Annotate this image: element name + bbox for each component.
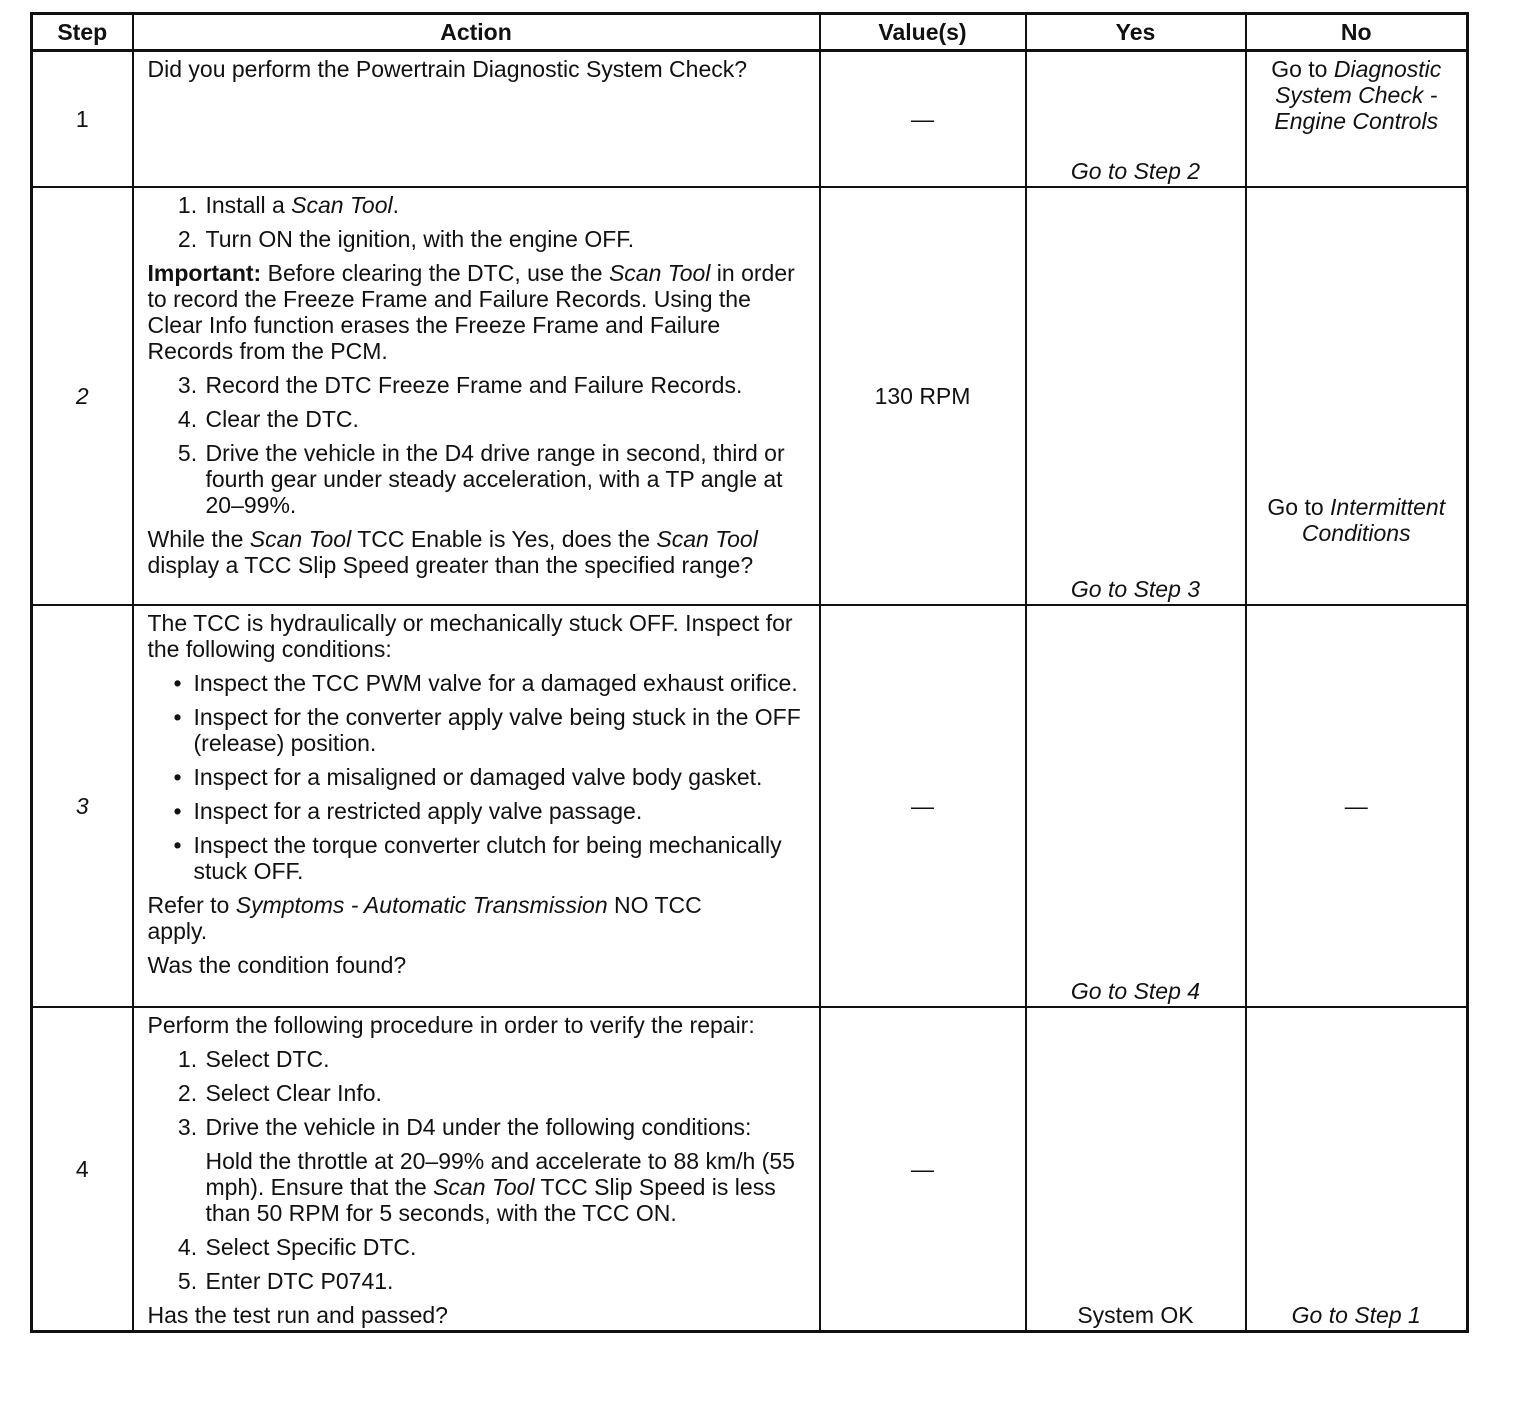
inspection-item: • Inspect for a restricted apply valve passage. bbox=[194, 798, 807, 824]
action-steps-a bbox=[148, 192, 807, 252]
table-row-step-3 bbox=[32, 605, 1468, 1007]
header-no: No bbox=[1246, 14, 1468, 51]
refer-note: Refer to Symptoms - Automatic Transmission NO TCC apply. bbox=[147, 891, 702, 944]
no-cell bbox=[1246, 51, 1468, 187]
header-values: Value(s) bbox=[820, 14, 1026, 51]
yes-cell bbox=[1026, 605, 1246, 1007]
yes-goto-link[interactable]: Go to Step 4 bbox=[1070, 977, 1201, 1004]
no-goto-link[interactable] bbox=[1247, 56, 1467, 134]
action-step: 4. Clear the DTC. bbox=[204, 406, 807, 432]
action-cell bbox=[133, 187, 820, 605]
action-step: 2. Select Clear Info. bbox=[204, 1080, 807, 1106]
action-step: 3. Record the DTC Freeze Frame and Failure Records. bbox=[204, 372, 807, 398]
step-number: 1 bbox=[32, 51, 133, 187]
action-step: 3. Drive the vehicle in D4 under the following conditions: Hold the throttle at 20–99% and accelerate to 88 km/h (55 mph). Ensure that the Scan Tool TCC Slip Speed is less than 50 RPM for 5 seconds, with the TCC ON. bbox=[204, 1114, 807, 1226]
yes-goto-link[interactable]: Go to Step 2 bbox=[1070, 157, 1201, 184]
header-step: Step bbox=[32, 14, 133, 51]
value-cell: — bbox=[820, 51, 1026, 187]
value-cell: 130 RPM bbox=[820, 187, 1026, 605]
inspection-list bbox=[148, 670, 807, 884]
yes-cell bbox=[1026, 187, 1246, 605]
no-goto-line1: Diagnostic bbox=[1333, 56, 1442, 82]
refer-link[interactable]: Symptoms - Automatic Transmission bbox=[235, 891, 608, 918]
inspection-item: • Inspect for a misaligned or damaged valve body gasket. bbox=[194, 764, 807, 790]
inspection-item: • Inspect the TCC PWM valve for a damaged exhaust orifice. bbox=[194, 670, 807, 696]
action-intro: The TCC is hydraulically or mechanically stuck OFF. Inspect for the following conditions: bbox=[147, 609, 793, 662]
action-step: 5. Drive the vehicle in the D4 drive range in second, third or fourth gear under steady acceleration, with a TP angle at 20–99%. bbox=[204, 440, 807, 518]
action-cell bbox=[133, 1007, 820, 1332]
value-cell: — bbox=[820, 1007, 1026, 1332]
action-question: Has the test run and passed? bbox=[147, 1301, 448, 1328]
inspection-item: • Inspect for the converter apply valve being stuck in the OFF (release) position. bbox=[194, 704, 807, 756]
action-steps-a bbox=[148, 1046, 807, 1294]
yes-cell bbox=[1026, 1007, 1246, 1332]
table-row-step-2 bbox=[32, 187, 1468, 605]
step-number: 2 bbox=[32, 187, 133, 605]
no-goto-line2: System Check - bbox=[1275, 82, 1438, 108]
header-action: Action bbox=[133, 14, 820, 51]
no-goto-link[interactable]: Go to Step 1 bbox=[1291, 1302, 1421, 1328]
diagnostic-table bbox=[30, 12, 1469, 1333]
no-cell: — bbox=[1246, 605, 1468, 1007]
no-goto-line3: Engine Controls bbox=[1274, 108, 1439, 134]
action-cell bbox=[133, 51, 820, 187]
table-row-step-1 bbox=[32, 51, 1468, 187]
header-yes: Yes bbox=[1026, 14, 1246, 51]
action-substep: Hold the throttle at 20–99% and accelerate to 88 km/h (55 mph). Ensure that the Scan Tool TCC Slip Speed is less than 50 RPM for 5 seconds, with the TCC ON. bbox=[205, 1147, 795, 1226]
action-step: 5. Enter DTC P0741. bbox=[204, 1268, 807, 1294]
action-question: Was the condition found? bbox=[147, 951, 407, 978]
step-number: 3 bbox=[32, 605, 133, 1007]
yes-result: System OK bbox=[1077, 1302, 1194, 1328]
action-cell bbox=[133, 605, 820, 1007]
no-goto-line1: Intermittent bbox=[1330, 493, 1446, 520]
action-step: 1. Install a Scan Tool. bbox=[204, 192, 807, 218]
action-question: Did you perform the Powertrain Diagnostic System Check? bbox=[147, 56, 748, 82]
value-cell: — bbox=[820, 605, 1026, 1007]
no-cell bbox=[1246, 187, 1468, 605]
action-question: While the Scan Tool TCC Enable is Yes, does the Scan Tool display a TCC Slip Speed greater than the specified range? bbox=[147, 525, 758, 578]
header-row bbox=[32, 14, 1468, 51]
no-goto-link[interactable] bbox=[1247, 494, 1467, 546]
table-row-step-4 bbox=[32, 1007, 1468, 1332]
action-steps-b bbox=[148, 372, 807, 518]
important-note: Important: Before clearing the DTC, use the Scan Tool in order to record the Freeze Frame and Failure Records. Using the Clear Info function erases the Freeze Frame and Failure Records from the PCM. bbox=[147, 259, 795, 364]
yes-goto-link[interactable]: Go to Step 3 bbox=[1070, 575, 1201, 602]
action-step: 2. Turn ON the ignition, with the engine OFF. bbox=[204, 226, 807, 252]
step-number: 4 bbox=[32, 1007, 133, 1332]
action-intro: Perform the following procedure in order to verify the repair: bbox=[147, 1011, 755, 1038]
no-goto-prefix: Go to bbox=[1271, 56, 1334, 82]
no-goto-prefix: Go to bbox=[1267, 493, 1331, 520]
action-step: 4. Select Specific DTC. bbox=[204, 1234, 807, 1260]
no-goto-line2: Conditions bbox=[1301, 519, 1411, 546]
yes-cell bbox=[1026, 51, 1246, 187]
inspection-item: • Inspect the torque converter clutch for being mechanically stuck OFF. bbox=[194, 832, 807, 884]
action-step: 1. Select DTC. bbox=[204, 1046, 807, 1072]
no-cell bbox=[1246, 1007, 1468, 1332]
